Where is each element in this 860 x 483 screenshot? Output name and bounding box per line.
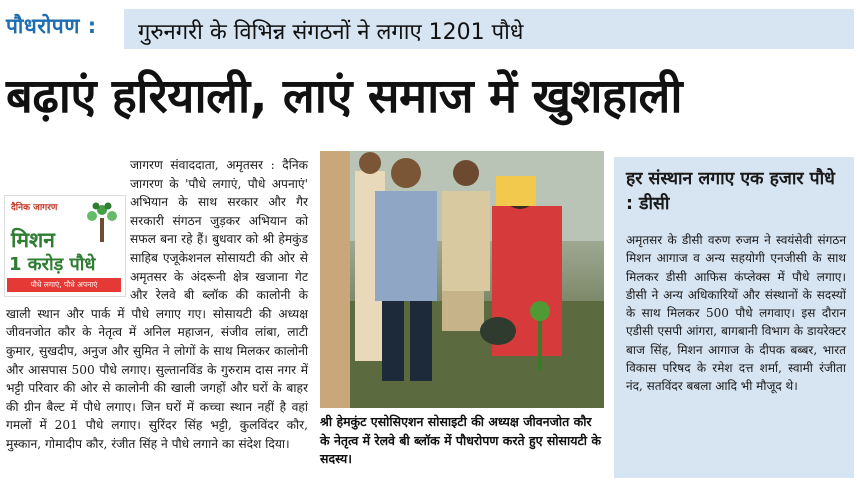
sidebar-body: अमृतसर के डीसी वरुण रुजम ने स्वयंसेवी संगठन मिशन आगाज व अन्य सहयोगी एनजीसी के साथ मिलकर डीसी आफिस कंप्लेक्स में पौधे लगाए। डीसी ने अन्य अधिकारियों और संस्थानों के सदस्यों के साथ मिलकर 500 पौधे लगवाए। इस दौरान एडीसी एसपी आंगरा, बागबानी विभाग के डायरेक्टर बाज सिंह, मिशन आगाज के दीपक बब्बर, भारत विकास परिषद के रमेश दत्त शर्मा, स्वामी रंजीता नंद, सतविंदर बबला आदि भी मौजूद थे। [626,233,846,394]
logo-crore-text: 1 करोड़ पौधे [9,254,96,275]
article-body [6,156,308,454]
photo-caption: श्री हेमकुंट एसोसिएशन सोसाइटी की अध्यक्ष जीवनजोत कौर के नेतृत्व में रेलवे बी ब्लॉक में पौधरोपण करते हुए सोसायटी के सदस्य। [320,414,601,466]
logo-newspaper-name: दैनिक जागरण [11,203,58,213]
sidebar-heading: हर संस्थान लगाए एक हजार पौधे : डीसी [626,169,835,214]
article-text: जागरण संवाददाता, अमृतसर : दैनिक जागरण के 'पौधे लगाएं, पौधे अपनाएं' अभियान के साथ सरकार और गैर सरकारी संगठन जुड़कर अभियान को सफल बना रहे हैं। बुधवार को श्री हेमकुंड साहिब एजूकेशनल सोसायटी की ओर से अमृतसर के अंदरूनी क्षेत्र खजाना गेट और रेलवे बी ब्लॉक की कालोनी के खाली स्थान और पार्क में पौधे लगाए गए। सोसायटी की अध्यक्ष जीवनजोत कौर के नेतृत्व में अनिल महाजन, संजीव लांबा, लाटी कुमार, सुखदीप, अनुज और सुमित ने लोगों के साथ मिलकर कालोनी और आसपास 500 पौधे लगाए। सुल्तानविंड के गुरुराम दास नगर में भट्टी परिवार की ओर से कालोनी की खाली जगहों और घरों के बाहर की ग्रीन बैल्ट में पौधे लगाए। जिन घरों में कच्चा स्थान नहीं है वहां गमलों में 201 पौधे लगाए। सुरिंदर सिंह भट्टी, कुलविंदर कौर, मुस्कान, गोमादीप कौर, रंजीत सिंह ने पौधे लगाने का संदेश दिया। [6,158,308,451]
headline: बढ़ाएं हरियाली, लाएं समाज में खुशहाली [6,69,683,124]
logo-mission-text: मिशन [11,228,55,252]
news-photo [320,151,604,408]
sidebar-box [614,157,854,478]
logo-tagline: पौधे लगाएं, पौधे अपनाएं [7,278,121,292]
section-label: पौधरोपण : [6,14,97,38]
photo-illustration [320,151,604,408]
subheadline-box [124,9,854,49]
subheadline: गुरुनगरी के विभिन्न संगठनों ने लगाए 1201 पौधे [138,20,524,45]
logo-float-spacer [6,156,130,302]
top-bar [0,0,860,52]
